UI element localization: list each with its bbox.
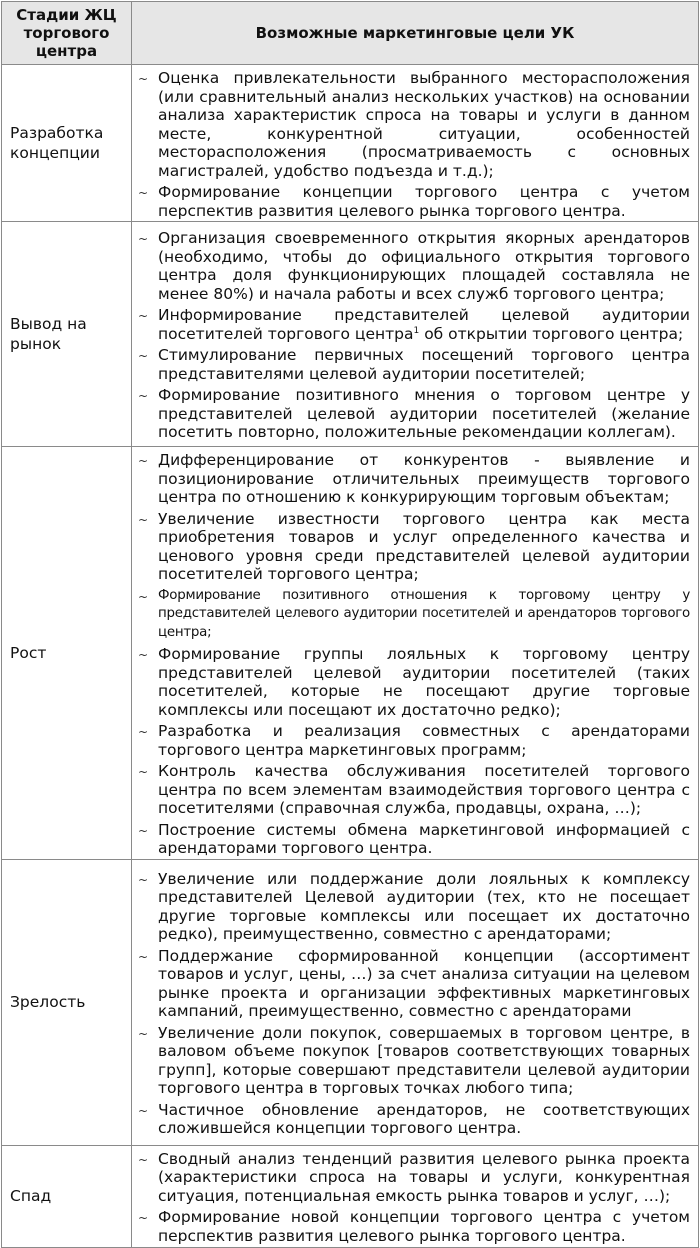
header-stage: Стадии ЖЦ торгового центра — [2, 2, 132, 65]
goal-item: ~ Стимулирование первичных посещений торгового центра представителями целевой аудитории посетителей; — [138, 346, 690, 383]
goal-item: ~ Формирование концепции торгового центра с учетом перспектив развития целевого рынка торгового центра. — [138, 183, 690, 220]
stage-cell: Спад — [2, 1145, 132, 1247]
goal-item — [138, 306, 690, 343]
goal-item: ~ Увеличение или поддержание доли лояльных к комплексу представителей Целевой аудитории (тех, кто не посещает другие торговые комплексы или посещает их достаточно редко), преимущественно, совместно с арендаторами; — [138, 870, 690, 944]
goal-item: ~ Формирование позитивного мнения о торговом центре у представителей целевой аудитории посетителей (желание посетить повторно, положительные рекомендации коллегам). — [138, 386, 690, 442]
goal-item: ~ Поддержание сформированной концепции (ассортимент товаров и услуг, цены, …) за счет анализа ситуации на целевом рынке проекта и организации эффективных маркетинговых кампаний, преимущественно, совместно с арендаторами — [138, 947, 690, 1021]
goal-item: ~ Организация своевременного открытия якорных арендаторов (необходимо, чтобы до официального открытия торгового центра доля функционирующих площадей составляла не менее 80%) и начала работы и всех служб торгового центра; — [138, 229, 690, 303]
stage-cell: Вывод на рынок — [2, 222, 132, 447]
goals-cell — [132, 859, 699, 1145]
goal-item: ~ Увеличение известности торгового центра как места приобретения товаров и услуг определенного качества и ценового уровня среди представителей целевой аудитории посетителей торгового центра; — [138, 510, 690, 584]
header-row — [2, 2, 699, 65]
stage-cell: Рост — [2, 447, 132, 860]
goals-cell — [132, 447, 699, 860]
marketing-goals-table — [1, 1, 699, 1248]
goal-text: об открытии торгового центра; — [419, 324, 684, 343]
goal-item: ~ Формирование группы лояльных к торговому центру представителей целевой аудитории посетителей (таких посетителей, которые не посещают другие торговые комплексы или посещают их достаточно редко); — [138, 645, 690, 719]
goals-cell — [132, 1145, 699, 1247]
footnote-mark: 1 — [413, 325, 420, 336]
goals-cell — [132, 65, 699, 222]
stage-cell: Разработка концепции — [2, 65, 132, 222]
goal-item: ~ Частичное обновление арендаторов, не соответствующих сложившейся концепции торгового центра. — [138, 1101, 690, 1138]
table-row — [2, 859, 699, 1145]
table-row — [2, 65, 699, 222]
goal-item: ~ Дифференцирование от конкурентов - выявление и позиционирование отличительных преимуществ торгового центра по отношению к конкурирующим торговым объектам; — [138, 451, 690, 507]
goal-text: Информирование представителей целевой аудитории посетителей торгового центра — [158, 306, 690, 343]
table-row — [2, 222, 699, 447]
goal-item: ~ Увеличение доли покупок, совершаемых в торговом центре, в валовом объеме покупок [товаров соответствующих товарных групп], которые совершают представители целевой аудитории торгового центра в торговых точках любого типа; — [138, 1024, 690, 1098]
goals-cell — [132, 222, 699, 447]
goal-item: ~ Формирование новой концепции торгового центра с учетом перспектив развития целевого рынка торгового центра. — [138, 1208, 690, 1245]
header-goals: Возможные маркетинговые цели УК — [132, 2, 699, 65]
goal-item: ~ Контроль качества обслуживания посетителей торгового центра по всем элементам взаимодействия торгового центра с посетителями (справочная служба, продавцы, охрана, …); — [138, 762, 690, 818]
goal-item: ~ Оценка привлекательности выбранного месторасположения (или сравнительный анализ нескольких участков) на основании анализа характеристик спроса на товары и услуги в данном месте, конкурентной ситуации, особенностей месторасположения (просматриваемость с основных магистралей, удобство подъезда и т.д.); — [138, 69, 690, 180]
goal-item: ~ Формирование позитивного отношения к торговому центру у представителей целевого аудитории посетителей и арендаторов торгового центра; — [138, 587, 690, 643]
goal-item: ~ Разработка и реализация совместных с арендаторами торгового центра маркетинговых программ; — [138, 722, 690, 759]
stage-cell: Зрелость — [2, 859, 132, 1145]
goal-item: ~ Построение системы обмена маркетинговой информацией с арендаторами торгового центра. — [138, 821, 690, 858]
table-row — [2, 447, 699, 860]
table-row — [2, 1145, 699, 1247]
goal-item: ~ Сводный анализ тенденций развития целевого рынка проекта (характеристики спроса на товары и услуги, конкурентная ситуация, потенциальная емкость рынка товаров и услуг, …); — [138, 1150, 690, 1206]
